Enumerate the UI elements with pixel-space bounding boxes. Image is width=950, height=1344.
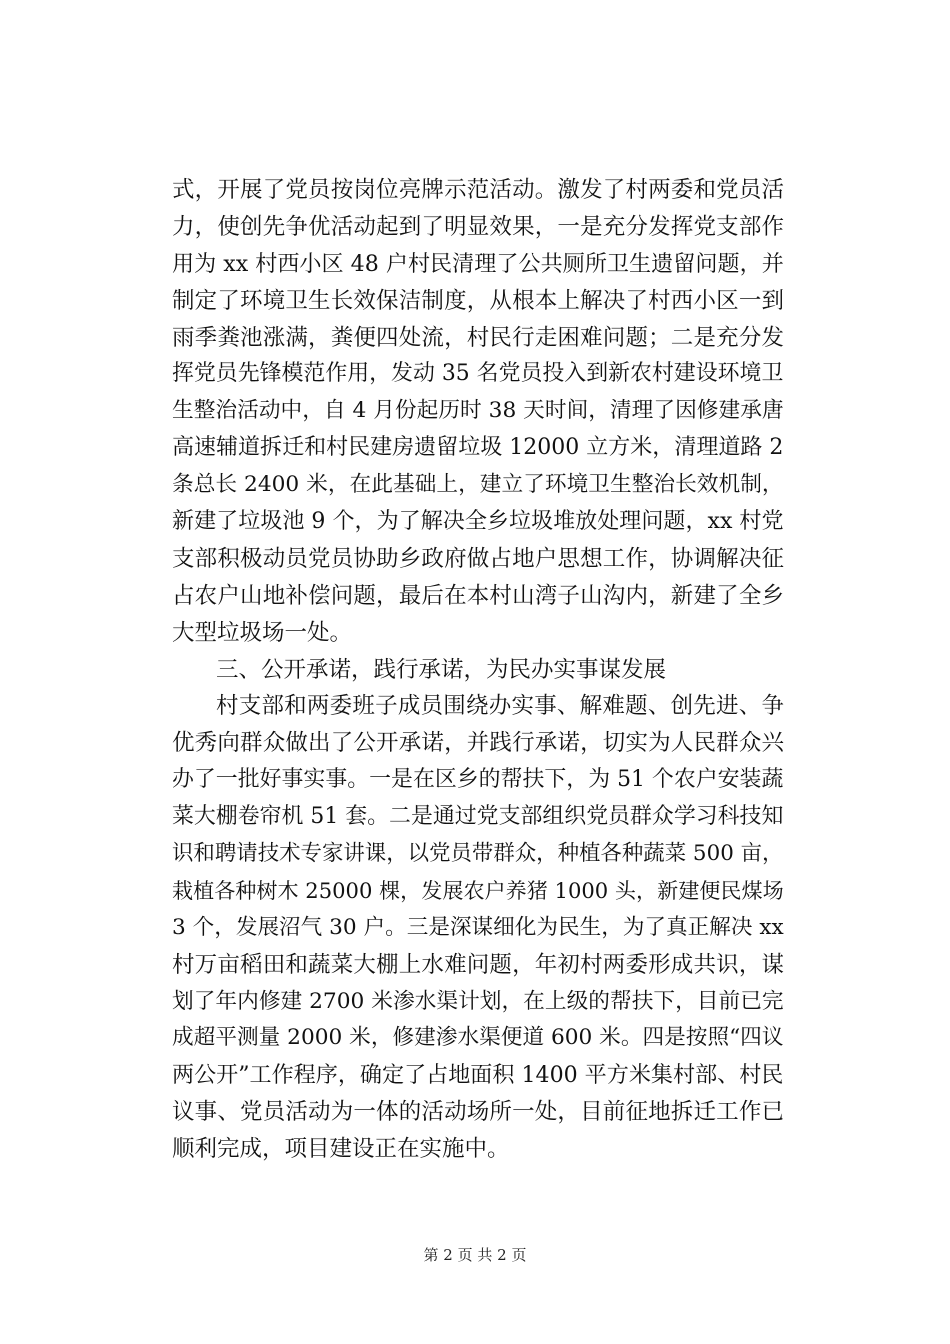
paragraph-line: 优秀向群众做出了公开承诺，并践行承诺，切实为人民群众兴: [172, 730, 785, 757]
section-heading: 三、公开承诺，践行承诺，为民办实事谋发展: [216, 656, 667, 683]
paragraph-line: 村支部和两委班子成员围绕办实事、解难题、创先进、争: [216, 693, 785, 720]
paragraph-line: 条总长 2400 米，在此基础上，建立了环境卫生整治长效机制，: [172, 472, 784, 498]
paragraph-line: 占农户山地补偿问题，最后在本村山湾子山沟内，新建了全乡: [172, 582, 785, 609]
paragraph-line: 用为 xx 村西小区 48 户村民清理了公共厕所卫生遗留问题，并: [172, 250, 784, 277]
page-footer: 第 2 页 共 2 页: [423, 1246, 527, 1264]
paragraph-line: 村万亩稻田和蔬菜大棚上水难问题，年初村两委形成共识，谋: [172, 951, 785, 978]
paragraph-line: 栽植各种树木 25000 棵，发展农户养猪 1000 头，新建便民煤场: [172, 877, 784, 903]
paragraph-line: 制定了环境卫生长效保洁制度，从根本上解决了村西小区一到: [172, 287, 785, 314]
paragraph-line: 顺利完成，项目建设正在实施中。: [172, 1136, 510, 1163]
paragraph-line: 力，使创先争优活动起到了明显效果，一是充分发挥党支部作: [172, 213, 785, 240]
paragraph-line: 高速辅道拆迁和村民建房遗留垃圾 12000 立方米，清理道路 2: [172, 435, 784, 461]
paragraph-line: 生整治活动中，自 4 月份起历时 38 天时间，清理了因修建承唐: [172, 398, 784, 424]
paragraph-line: 两公开”工作程序，确定了占地面积 1400 平方米集村部、村民: [172, 1062, 784, 1089]
document-body: [172, 172, 784, 1168]
paragraph-line: 雨季粪池涨满，粪便四处流，村民行走困难问题；二是充分发: [172, 324, 785, 351]
paragraph-line: 式，开展了党员按岗位亮牌示范活动。激发了村两委和党员活: [172, 177, 785, 203]
paragraph-line: 新建了垃圾池 9 个，为了解决全乡垃圾堆放处理问题，xx 村党: [172, 509, 784, 535]
paragraph-line: 挥党员先锋模范作用，发动 35 名党员投入到新农村建设环境卫: [172, 361, 784, 387]
paragraph-line: 议事、党员活动为一体的活动场所一处，目前征地拆迁工作已: [172, 1099, 785, 1126]
paragraph-line: 菜大棚卷帘机 51 套。二是通过党支部组织党员群众学习科技知: [172, 804, 784, 830]
paragraph-line: 支部积极动员党员协助乡政府做占地户思想工作，协调解决征: [172, 545, 785, 572]
paragraph-line: 划了年内修建 2700 米渗水渠计划，在上级的帮扶下，目前已完: [172, 988, 784, 1014]
paragraph-line: 3 个，发展沼气 30 户。三是深谋细化为民生，为了真正解决 xx: [172, 914, 784, 940]
paragraph-line: 识和聘请技术专家讲课，以党员带群众，种植各种蔬菜 500 亩，: [172, 841, 784, 867]
paragraph-line: 办了一批好事实事。一是在区乡的帮扶下，为 51 个农户安装蔬: [172, 767, 784, 793]
paragraph-line: 成超平测量 2000 米，修建渗水渠便道 600 米。四是按照“四议: [172, 1025, 784, 1051]
paragraph-line: 大型垃圾场一处。: [172, 619, 353, 646]
